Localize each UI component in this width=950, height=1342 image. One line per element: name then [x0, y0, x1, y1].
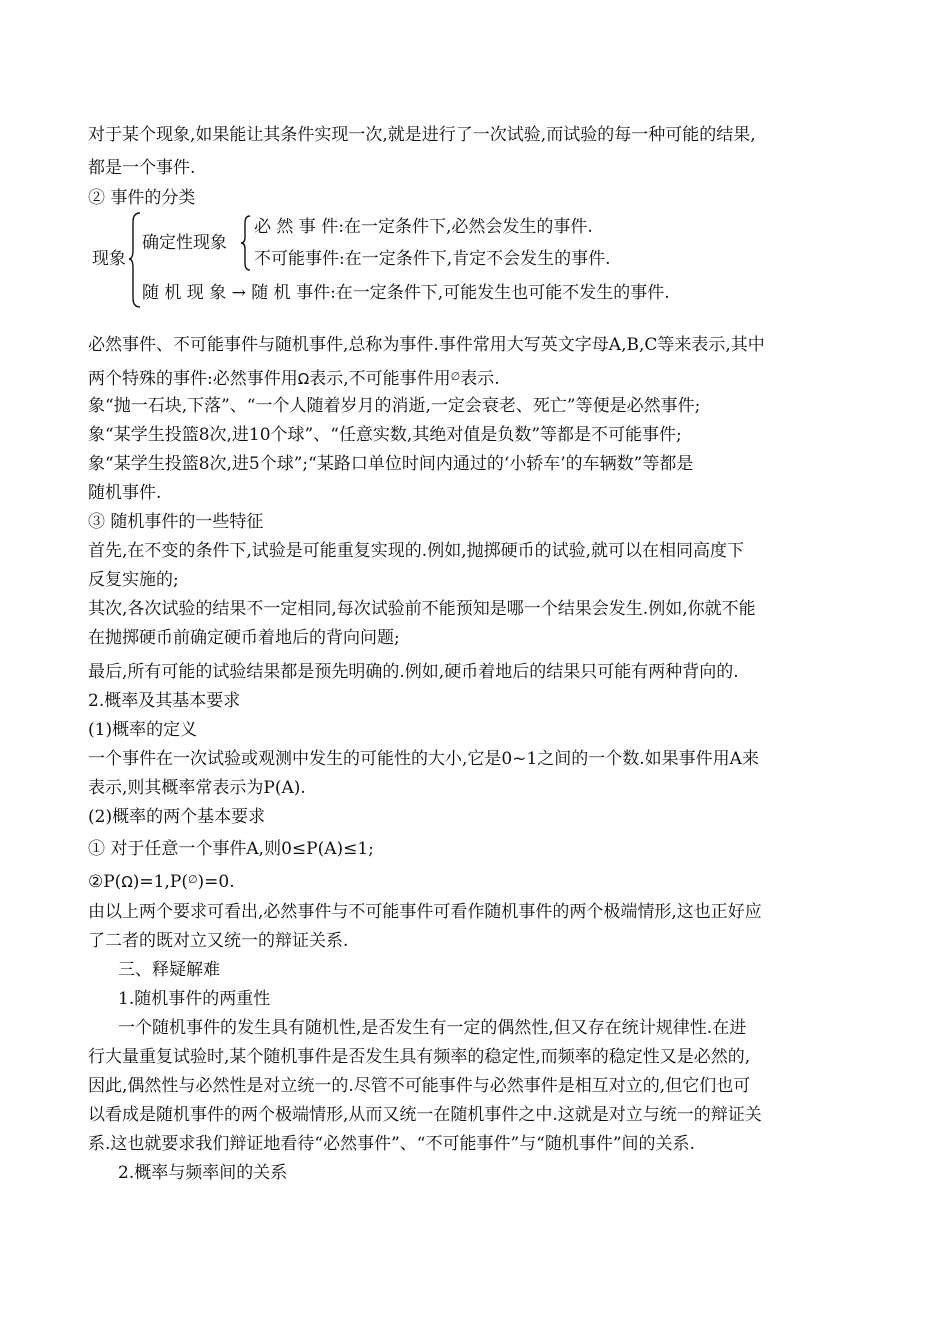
random-event-definition: 随 机 现 象 → 随 机 事件:在一定条件下,可能发生也可能不发生的事件. [142, 283, 670, 303]
paragraph-line: 了二者的既对立又统一的辩证关系. [88, 931, 349, 951]
paragraph-line: 系.这也就要求我们辩证地看待“必然事件”、“不可能事件”与“随机事件”间的关系. [88, 1134, 695, 1154]
requirement-line: ① 对于任意一个事件A,则0≤P(A)≤1; [88, 839, 374, 859]
section-heading: ③ 随机事件的一些特征 [88, 512, 264, 532]
outer-brace-icon [128, 210, 142, 310]
section-heading: 三、释疑解难 [118, 960, 220, 980]
certain-event-definition: 必 然 事 件:在一定条件下,必然会发生的事件. [254, 217, 593, 237]
subsection-heading: 2.概率与频率间的关系 [118, 1163, 288, 1183]
diagram-root-label: 现象 [92, 249, 126, 269]
text-segment: 两个特殊的事件:必然事件用 [88, 369, 298, 389]
empty-set-symbol: ∅ [187, 873, 198, 886]
paragraph-line: 随机事件. [88, 483, 162, 503]
inner-brace-icon [240, 214, 252, 272]
paragraph-line: 必然事件、不可能事件与随机事件,总称为事件.事件常用大写英文字母A,B,C等来表示,其中 [88, 335, 765, 355]
requirement-line [88, 869, 235, 893]
text-segment: 表示,不可能事件用 [309, 369, 451, 389]
paragraph-line: 表示,则其概率常表示为P(A). [88, 778, 306, 798]
paragraph-line: 以看成是随机事件的两个极端情形,从而又统一在随机事件之中.这就是对立与统一的辩证关 [88, 1105, 762, 1125]
paragraph-line: 一个事件在一次试验或观测中发生的可能性的大小,它是0~1之间的一个数.如果事件用A来 [88, 749, 759, 769]
text-segment: )=0. [197, 872, 235, 892]
text-segment: 表示. [460, 369, 500, 389]
paragraph-line: 由以上两个要求可看出,必然事件与不可能事件可看作随机事件的两个极端情形,这也正好应 [88, 902, 762, 922]
paragraph-line: 一个随机事件的发生具有随机性,是否发生有一定的偶然性,但又存在统计规律性.在进 [118, 1018, 747, 1038]
omega-symbol: Ω [121, 873, 133, 891]
subsection-heading: 1.随机事件的两重性 [118, 989, 271, 1009]
classification-diagram [88, 210, 888, 310]
paragraph-line: 首先,在不变的条件下,试验是可能重复实现的.例如,抛掷硬币的试验,就可以在相同高度下 [88, 541, 745, 561]
subsection-heading: (2)概率的两个基本要求 [88, 807, 266, 827]
paragraph-line: 在抛掷硬币前确定硬币着地后的背向问题; [88, 628, 400, 648]
paragraph-line: 象“抛一石块,下落”、“一个人随着岁月的消逝,一定会衰老、死亡”等便是必然事件; [88, 396, 701, 416]
paragraph-line [88, 366, 500, 390]
omega-symbol: Ω [297, 370, 310, 388]
text-segment: ②P( [88, 872, 122, 892]
paragraph-line: 最后,所有可能的试验结果都是预先明确的.例如,硬币着地后的结果只可能有两种背向的. [88, 662, 739, 682]
paragraph-line: 象“某学生投篮8次,进5个球”;“某路口单位时间内通过的‘小轿车’的车辆数”等都是 [88, 454, 694, 474]
paragraph-line: 都是一个事件. [88, 158, 196, 178]
deterministic-label: 确定性现象 [142, 233, 227, 253]
section-heading: 2.概率及其基本要求 [88, 691, 241, 711]
paragraph-line: 象“某学生投篮8次,进10个球”、“任意实数,其绝对值是负数”等都是不可能事件; [88, 425, 682, 445]
paragraph-line: 其次,各次试验的结果不一定相同,每次试验前不能预知是哪一个结果会发生.例如,你就不能 [88, 599, 756, 619]
paragraph-line: 对于某个现象,如果能让其条件实现一次,就是进行了一次试验,而试验的每一种可能的结果, [88, 125, 756, 145]
paragraph-line: 行大量重复试验时,某个随机事件是否发生具有频率的稳定性,而频率的稳定性又是必然的, [88, 1047, 751, 1067]
empty-set-symbol: ∅ [450, 370, 461, 383]
impossible-event-definition: 不可能事件:在一定条件下,肯定不会发生的事件. [254, 249, 611, 269]
section-heading: ② 事件的分类 [88, 188, 196, 208]
paragraph-line: 反复实施的; [88, 570, 179, 590]
text-segment: )=1,P( [132, 872, 188, 892]
subsection-heading: (1)概率的定义 [88, 720, 198, 740]
paragraph-line: 因此,偶然性与必然性是对立统一的.尽管不可能事件与必然事件是相互对立的,但它们也可 [88, 1076, 751, 1096]
